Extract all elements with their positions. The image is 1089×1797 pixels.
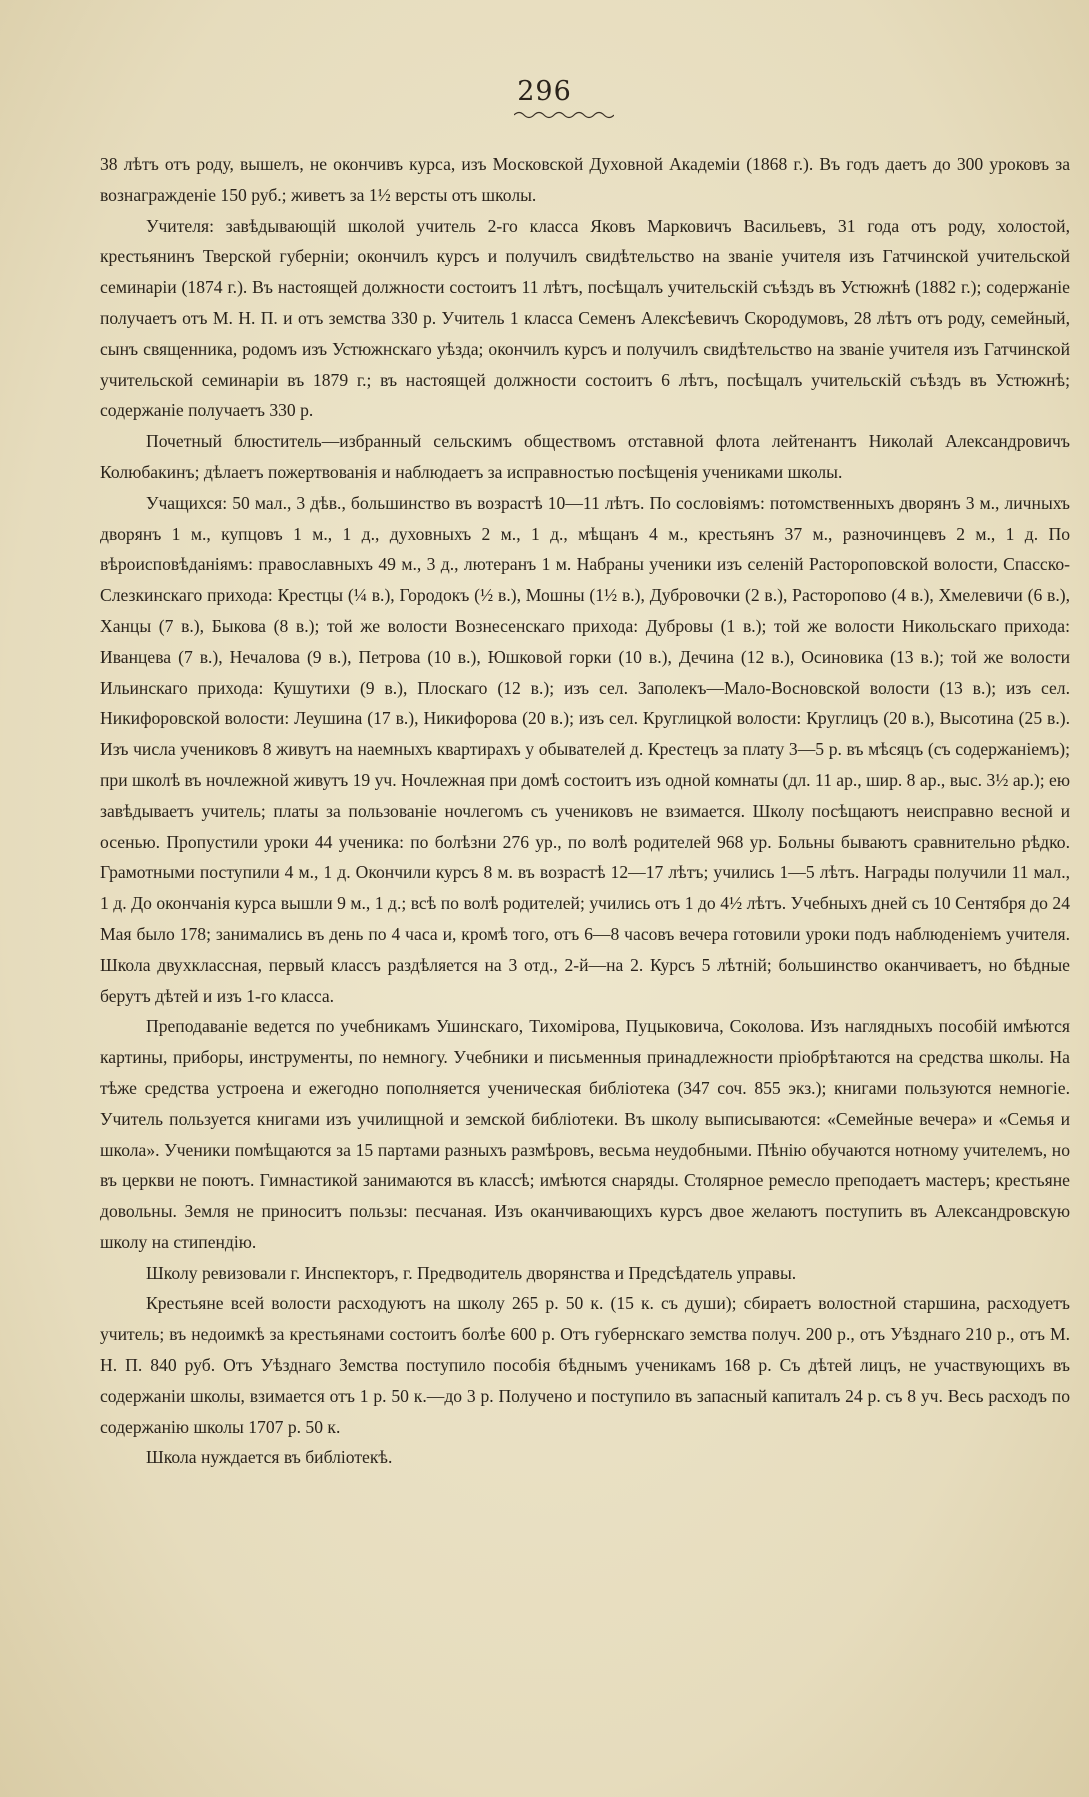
- paragraph: Почетный блюститель—избранный сельскимъ обществомъ отставной флота лейтенантъ Николай Александровичъ Колюбакинъ; дѣлаетъ пожертвованія и наблюдаетъ за исправностью посѣщенія учениками школы.: [100, 431, 1070, 482]
- paragraph: Учителя: завѣдывающій школой учитель 2-го класса Яковъ Марковичъ Васильевъ, 31 года отъ роду, холостой, крестьянинъ Тверской губерніи; окончилъ курсъ и получилъ свидѣтельство на званіе учителя изъ Гатчинской учительской семинаріи (1874 г.). Въ настоящей должности состоитъ 11 лѣтъ, посѣщалъ учительскій съѣздъ въ Устюжнѣ (1882 г.); содержаніе получаетъ отъ М. Н. П. и отъ земства 330 р. Учитель 1 класса Семенъ Алексѣевичъ Скородумовъ, 28 лѣтъ отъ роду, семейный, сынъ священника, родомъ изъ Устюжнскаго уѣзда; окончилъ курсъ и получилъ свидѣтельство на званіе учителя изъ Гатчинской учительской семинаріи въ 1879 г.; въ настоящей должности состоитъ 6 лѣтъ, посѣщалъ учительскій съѣздъ въ Устюжнѣ; содержаніе получаетъ 330 р.: [100, 215, 1070, 421]
- paragraph: Школу ревизовали г. Инспекторъ, г. Предводитель дворянства и Предсѣдатель управы.: [146, 1262, 797, 1283]
- paragraph: Преподаваніе ведется по учебникамъ Ушинскаго, Тихоміровa, Пуцыковича, Соколова. Изъ наглядныхъ пособій имѣются картины, приборы, инструменты, по немногу. Учебники и письменныя принадлежности пріобрѣтаются на средства школы. На тѣже средства устроена и ежегодно пополняется ученическая библіотека (347 соч. 855 экз.); книгами пользуются немногіе. Учитель пользуется книгами изъ училищной и земской библіотеки. Въ школу выписываются: «Семейные вечера» и «Семья и школа». Ученики помѣщаются за 15 партами разныхъ размѣровъ, весьма неудобными. Пѣнію обучаются нотному учителемъ, но въ церкви не поютъ. Гимнастикой занимаются въ классѣ; имѣются снаряды. Столярное ремесло преподаетъ мастеръ; крестьяне довольны. Земля не приноситъ пользы: песчаная. Изъ оканчивающихъ курсъ двое желаютъ поступить въ Александровскую школу на стипендію.: [100, 1016, 1070, 1252]
- paragraph: Учащихся: 50 мал., 3 дѣв., большинство въ возрастѣ 10—11 лѣтъ. По сословіямъ: потомственныхъ дворянъ 3 м., личныхъ дворянъ 1 м., купцовъ 1 м., 1 д., духовныхъ 2 м., 1 д., мѣщанъ 4 м., крестьянъ 37 м., разночинцевъ 2 м., 1 д. По вѣроисповѣданіямъ: православныхъ 49 м., 3 д., лютеранъ 1 м. Набраны ученики изъ селеній Расторопoвской волости, Спасско-Слезкинскаго прихода: Крестцы (¼ в.), Городокъ (½ в.), Мошны (1½ в.), Дубровочки (2 в.), Расторопово (4 в.), Хмелевичи (6 в.), Ханцы (7 в.), Быкова (8 в.); той же волости Вознесенскаго прихода: Дубровы (1 в.); той же волости Никольскаго прихода: Иванцева (7 в.), Нечалова (9 в.), Петрова (10 в.), Юшковой горки (10 в.), Дечина (12 в.), Осиновика (13 в.); той же волости Ильинскаго прихода: Кушутихи (9 в.), Плоскаго (12 в.); изъ сел. Заполекъ—Мало-Восновской волости (13 в.); изъ сел. Никифоровской волости: Леушина (17 в.), Никифорова (20 в.); изъ сел. Круглицкой волости: Круглицъ (20 в.), Высотина (25 в.). Изъ числа учениковъ 8 живутъ на наемныхъ квартирахъ у обывателей д. Крестецъ за плату 3—5 р. въ мѣсяцъ (съ содержаніемъ); при школѣ въ ночлежной живутъ 19 уч. Ночлежная при домѣ состоитъ изъ одной комнаты (дл. 11 ар., шир. 8 ар., выс. 3½ ар.); ею завѣдываетъ учитель; платы за пользованіе ночлегомъ съ учениковъ не взимается. Школу посѣщаютъ неисправно весной и осенью. Пропустили уроки 44 ученика: по болѣзни 276 ур., по волѣ родителей 968 ур. Больны бываютъ сравнительно рѣдко. Грамотными поступили 4 м., 1 д. Окончили курсъ 8 м. въ возрастѣ 12—17 лѣтъ; учились 1—5 лѣтъ. Награды получили 11 мал., 1 д. До окончанія курса вышли 9 м., 1 д.; всѣ по волѣ родителей; учились отъ 1 до 4½ лѣтъ. Учебныхъ дней съ 10 Сентября до 24 Мая было 178; занимались въ день по 4 часа и, кромѣ того, отъ 6—8 часовъ вечера готовили уроки подъ наблюденіемъ учителя. Школа двухклассная, первый классъ раздѣляется на 3 отд., 2-й—на 2. Курсъ 5 лѣтній; большинство оканчиваетъ, но бѣдные берутъ дѣтей и изъ 1-го класса.: [100, 492, 1070, 1006]
- page-number-ornament: [514, 110, 614, 120]
- paragraph: 38 лѣтъ отъ роду, вышелъ, не окончивъ курса, изъ Московской Духовной Академіи (1868 г.). Въ годъ даетъ до 300 уроковъ за вознагражденіе 150 руб.; живетъ за 1½ версты отъ школы.: [100, 154, 1070, 205]
- paragraph: Крестьяне всей волости расходуютъ на школу 265 р. 50 к. (15 к. съ души); сбираетъ волостной старшина, расходуетъ учитель; въ недоимкѣ за крестьянами состоитъ болѣе 600 р. Отъ губернскаго земства получ. 200 р., отъ Уѣзднаго 210 р., отъ М. Н. П. 840 руб. Отъ Уѣзднаго Земства поступило пособія бѣднымъ ученикамъ 168 р. Съ дѣтей лицъ, не участвующихъ въ содержаніи школы, взимается отъ 1 р. 50 к.—до 3 р. Получено и поступило въ запасный капиталъ 24 р. съ 8 уч. Весь расходъ по содержанію школы 1707 р. 50 к.: [100, 1293, 1070, 1437]
- paragraph: Школа нуждается въ библіотекѣ.: [146, 1447, 393, 1468]
- page-number: 296: [517, 76, 572, 107]
- body-text: [100, 149, 1070, 1473]
